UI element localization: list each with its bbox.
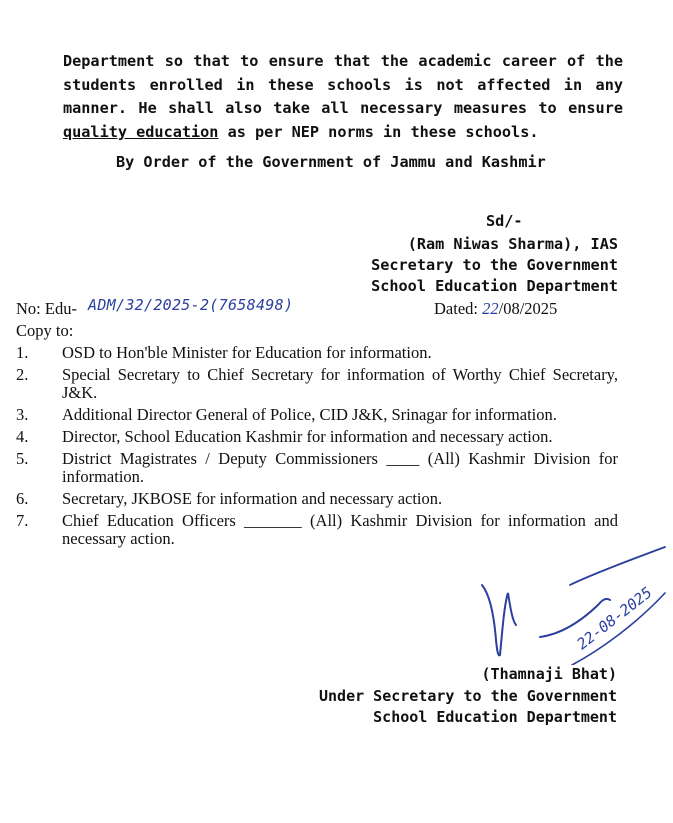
list-item-text: District Magistrates / Deputy Commissioners ____ (All) Kashmir Division for information.: [62, 449, 618, 486]
reference-line: [16, 296, 616, 320]
list-item-number: 4.: [16, 427, 29, 446]
handwritten-reference-number: ADM/32/2025-2(7658498): [88, 296, 294, 314]
list-item-number: 2.: [16, 365, 29, 384]
under-secretary-block: [319, 664, 617, 729]
list-item-text: Director, School Education Kashmir for information and necessary action.: [62, 427, 553, 446]
list-item: [16, 490, 618, 508]
under-secretary-designation: Under Secretary to the Government: [318, 686, 617, 705]
list-item-text: OSD to Hon'ble Minister for Education for information.: [62, 343, 432, 362]
paragraph-line: quality education as per NEP norms in these schools.: [63, 122, 539, 141]
list-item-text: Additional Director General of Police, CID J&K, Srinagar for information.: [62, 405, 557, 424]
reference-label: No: Edu-: [16, 299, 77, 318]
paragraph-line: Department so that to ensure that the academic career of the: [63, 52, 623, 70]
body-paragraph: [63, 50, 623, 144]
handwritten-date: 22-08-2025: [573, 583, 656, 654]
list-item-number: 6.: [16, 489, 29, 508]
under-secretary-department: School Education Department: [373, 708, 617, 726]
list-item-text: Secretary, JKBOSE for information and necessary action.: [62, 489, 443, 508]
handwritten-signature: [460, 545, 672, 665]
paragraph-line: students enrolled in these schools is not affected in any: [63, 75, 623, 94]
dated-label: Dated:: [434, 299, 478, 318]
list-item: [16, 512, 618, 548]
list-item: [16, 406, 618, 424]
copy-to-list: [16, 344, 618, 552]
signatory-block: [371, 234, 618, 297]
signatory-department: School Education Department: [371, 277, 618, 295]
list-item: [16, 450, 618, 486]
list-item-number: 1.: [16, 343, 29, 362]
list-item-text: Special Secretary to Chief Secretary for information of Worthy Chief Secretary, J&K.: [62, 365, 618, 402]
by-order-line: By Order of the Government of Jammu and Kashmir: [116, 153, 546, 171]
paragraph-line: manner. He shall also take all necessary measures to ensure: [63, 99, 623, 117]
signatory-name: (Ram Niwas Sharma), IAS: [407, 235, 618, 253]
under-secretary-name: (Thamnaji Bhat): [481, 665, 617, 683]
dated-day: 22: [482, 299, 499, 318]
dated-month-year: /08/2025: [498, 299, 558, 318]
list-item: [16, 428, 618, 446]
list-item-number: 7.: [16, 511, 29, 530]
copy-to-label: Copy to:: [16, 321, 74, 340]
sd-mark: Sd/-: [486, 212, 523, 230]
list-item-number: 3.: [16, 405, 29, 424]
dated-field: [434, 299, 557, 319]
list-item: [16, 344, 618, 362]
list-item: [16, 366, 618, 402]
list-item-text: Chief Education Officers _______ (All) Kashmir Division for information and necessary action.: [62, 511, 618, 548]
list-item-number: 5.: [16, 449, 29, 468]
signatory-designation: Secretary to the Government: [371, 256, 618, 274]
